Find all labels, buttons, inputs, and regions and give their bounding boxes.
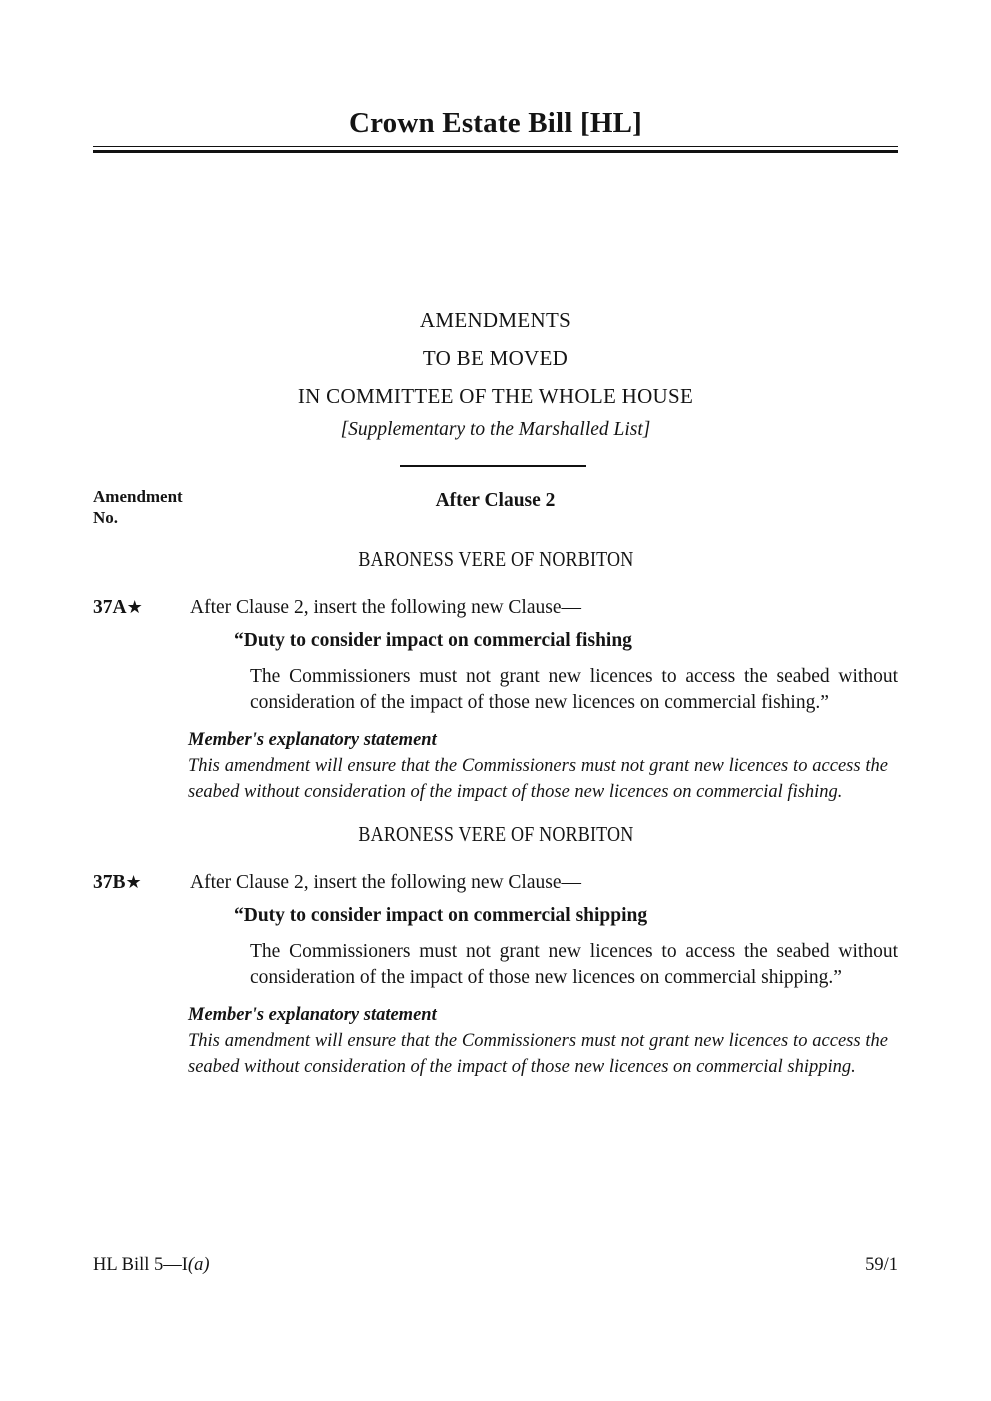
footer-bill-number: HL Bill 5—I(a) bbox=[93, 1255, 210, 1275]
new-clause-body: The Commissioners must not grant new licences to access the seabed without consideration of the impact of those new licences on commercial shipping.” bbox=[250, 941, 898, 988]
footer-page-number: 59/1 bbox=[865, 1255, 898, 1275]
amendments-heading-block bbox=[93, 301, 898, 415]
amendment-37a bbox=[93, 547, 898, 817]
new-amendment-star-icon: ★ bbox=[125, 872, 142, 892]
mover-name: BARONESS VERE OF NORBITON bbox=[357, 822, 634, 846]
amendment-number: 37B★ bbox=[93, 872, 142, 893]
amendment-number: 37A★ bbox=[93, 597, 143, 618]
amendment-37b bbox=[93, 822, 898, 1092]
new-amendment-star-icon: ★ bbox=[126, 597, 143, 617]
explanatory-statement-label: Member's explanatory statement bbox=[188, 730, 437, 750]
marshalled-list-note: [Supplementary to the Marshalled List] bbox=[340, 419, 651, 440]
mover-name: BARONESS VERE OF NORBITON bbox=[357, 547, 634, 571]
new-clause-title: “Duty to consider impact on commercial shipping bbox=[234, 905, 648, 926]
divider-rule bbox=[400, 465, 586, 467]
heading-committee: IN COMMITTEE OF THE WHOLE HOUSE bbox=[297, 384, 694, 408]
amendment-instruction: After Clause 2, insert the following new Clause— bbox=[190, 597, 581, 618]
explanatory-statement-label: Member's explanatory statement bbox=[188, 1005, 437, 1025]
new-clause-body: The Commissioners must not grant new licences to access the seabed without consideration of the impact of those new licences on commercial fishing.” bbox=[250, 666, 898, 713]
heading-amendments: AMENDMENTS bbox=[419, 308, 572, 332]
amendment-instruction: After Clause 2, insert the following new Clause— bbox=[190, 872, 581, 893]
page-title: Crown Estate Bill [HL] bbox=[348, 107, 643, 139]
explanatory-statement-text: This amendment will ensure that the Commissioners must not grant new licences to access the seabed without consideration of the impact of those new licences on commercial fishing. bbox=[188, 756, 888, 802]
explanatory-statement-text: This amendment will ensure that the Commissioners must not grant new licences to access the seabed without consideration of the impact of those new licences on commercial shipping. bbox=[188, 1031, 888, 1077]
new-clause-title: “Duty to consider impact on commercial fishing bbox=[234, 630, 632, 651]
title-double-rule bbox=[93, 146, 898, 153]
section-heading-after-clause-2: After Clause 2 bbox=[435, 490, 556, 511]
amendment-no-label: Amendment No. bbox=[93, 487, 183, 527]
heading-to-be-moved: TO BE MOVED bbox=[422, 346, 569, 370]
